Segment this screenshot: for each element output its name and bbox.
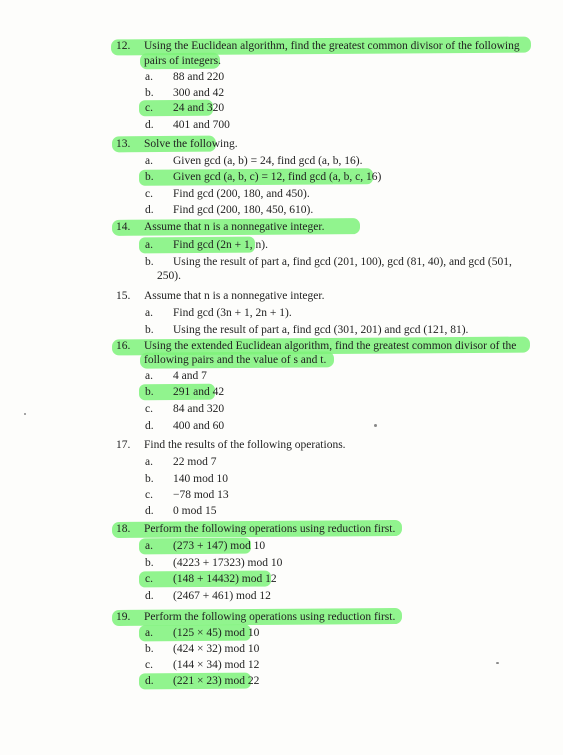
question-number: 14. — [116, 221, 131, 233]
question-text: Find the results of the following operations. — [144, 439, 346, 451]
list-item: b. (4223 + 17323) mod 10 — [145, 557, 283, 569]
list-item: a. 4 and 7 — [145, 370, 207, 382]
list-item: c. 24 and 320 — [145, 102, 225, 114]
question-15 — [116, 288, 324, 304]
list-item: c. (144 × 34) mod 12 — [145, 659, 260, 671]
scan-speck — [496, 662, 499, 664]
list-item: b. Using the result of part a, find gcd (201, 100), gcd (81, 40), and gcd (501, — [145, 256, 512, 268]
list-item: c. 84 and 320 — [145, 403, 225, 415]
list-item: c. (148 + 14432) mod 12 — [145, 573, 277, 585]
list-item: b. Using the result of part a, find gcd (301, 201) and gcd (121, 81). — [145, 324, 469, 336]
list-item: a. Given gcd (a, b) = 24, find gcd (a, b, 16). — [145, 155, 363, 167]
list-item: a. Find gcd (2n + 1, n). — [145, 239, 268, 251]
question-number: 17. — [116, 439, 131, 451]
question-number: 19. — [116, 611, 131, 623]
question-13 — [116, 136, 238, 152]
question-12-cont: pairs of integers. — [144, 55, 221, 67]
list-item: d. Find gcd (200, 180, 450, 610). — [145, 204, 314, 216]
list-item: a. Find gcd (3n + 1, 2n + 1). — [145, 307, 292, 319]
question-16-cont: following pairs and the value of s and t. — [144, 354, 327, 366]
question-text: Perform the following operations using reduction first. — [144, 523, 396, 535]
list-item: b. (424 × 32) mod 10 — [145, 643, 260, 655]
question-number: 18. — [116, 523, 131, 535]
list-item: b. 140 mod 10 — [145, 473, 228, 485]
question-number: 16. — [116, 340, 131, 352]
question-text: Perform the following operations using reduction first. — [144, 611, 396, 623]
question-text: Assume that n is a nonnegative integer. — [144, 290, 325, 302]
question-text: Assume that n is a nonnegative integer. — [144, 221, 325, 233]
question-number: 12. — [116, 40, 131, 52]
question-text: Solve the following. — [144, 138, 238, 150]
question-12 — [116, 38, 520, 54]
question-19 — [116, 609, 395, 625]
list-item: a. (273 + 147) mod 10 — [145, 540, 266, 552]
list-item: a. (125 × 45) mod 10 — [145, 627, 260, 639]
question-18 — [116, 521, 395, 537]
list-item: c. Find gcd (200, 180, and 450). — [145, 188, 310, 200]
list-item: d. 400 and 60 — [145, 420, 225, 432]
question-number: 13. — [116, 138, 131, 150]
list-item: d. (221 × 23) mod 22 — [145, 675, 260, 687]
question-14 — [116, 219, 324, 235]
question-text: Using the Euclidean algorithm, find the greatest common divisor of the following — [144, 40, 520, 52]
list-item: d. 401 and 700 — [145, 119, 230, 131]
list-item: a. 88 and 220 — [145, 71, 225, 83]
list-item: b. 300 and 42 — [145, 87, 225, 99]
list-item: d. 0 mod 15 — [145, 505, 217, 517]
scan-speck — [374, 424, 377, 427]
list-item: c. −78 mod 13 — [145, 489, 229, 501]
list-item: a. 22 mod 7 — [145, 456, 217, 468]
list-item: b. Given gcd (a, b, c) = 12, find gcd (a, b, c, 16) — [145, 171, 382, 183]
list-item: b. 291 and 42 — [145, 386, 225, 398]
list-item-cont: 250). — [157, 270, 181, 282]
list-item: d. (2467 + 461) mod 12 — [145, 590, 271, 602]
scan-speck — [24, 413, 26, 415]
question-text: Using the extended Euclidean algorithm, find the greatest common divisor of the — [144, 340, 517, 352]
question-number: 15. — [116, 290, 131, 302]
question-17 — [116, 437, 346, 453]
